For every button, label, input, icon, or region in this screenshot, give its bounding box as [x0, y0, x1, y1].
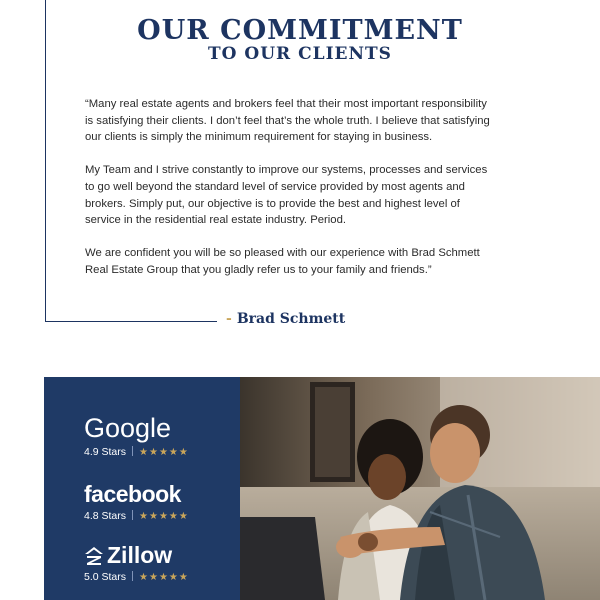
- rating-divider: [132, 571, 133, 581]
- couple-photo: [240, 377, 600, 600]
- couple-photo-image: [240, 377, 600, 600]
- rating-row: [84, 446, 189, 458]
- quote-paragraph: We are confident you will be so pleased with our experience with Brad Schmett Real Estate Group that you gladly refer us to your family and friends.”: [85, 247, 480, 276]
- rating-text: 4.9 Stars: [84, 446, 127, 458]
- rating-text: 4.8 Stars: [84, 510, 127, 522]
- stars-icon: ★★★★★: [139, 572, 189, 583]
- quote-paragraph: My Team and I strive constantly to improve our systems, processes and services to go well beyond the standard level of service provided by most agents and brokers. Simply put, our objective is to provide the best and highest level of service in the residential real estate industry. Period.: [85, 164, 488, 227]
- stars-icon: ★★★★★: [139, 447, 189, 458]
- rating-divider: [132, 446, 133, 456]
- zillow-wordmark: Zillow: [107, 542, 173, 568]
- section-subtitle: TO OUR CLIENTS: [208, 44, 392, 64]
- review-google[interactable]: [84, 415, 189, 458]
- rating-text: 5.0 Stars: [84, 571, 127, 583]
- reviews-panel: [44, 377, 240, 600]
- zillow-logo: [84, 544, 189, 567]
- review-zillow[interactable]: [84, 544, 189, 583]
- stars-icon: ★★★★★: [139, 511, 189, 522]
- quote-paragraph: “Many real estate agents and brokers feel that their most important responsibility is satisfying their clients. I don’t feel that’s the whole truth. I believe that satisfying our clients is simply the minimum requirement for staying in business.: [85, 98, 490, 144]
- section-title: OUR COMMITMENT: [137, 15, 463, 46]
- zillow-house-icon: [84, 546, 104, 566]
- review-facebook[interactable]: [84, 483, 189, 522]
- rating-divider: [132, 510, 133, 520]
- rating-row: [84, 571, 189, 583]
- signature-dash: -: [226, 311, 232, 327]
- signature-name: Brad Schmett: [236, 311, 346, 327]
- frame-line-bottom: [45, 321, 217, 322]
- commitment-quote: [85, 96, 495, 295]
- facebook-logo: facebook: [84, 481, 181, 507]
- signature: [226, 311, 345, 327]
- rating-row: [84, 510, 189, 522]
- google-logo: Google: [84, 413, 172, 443]
